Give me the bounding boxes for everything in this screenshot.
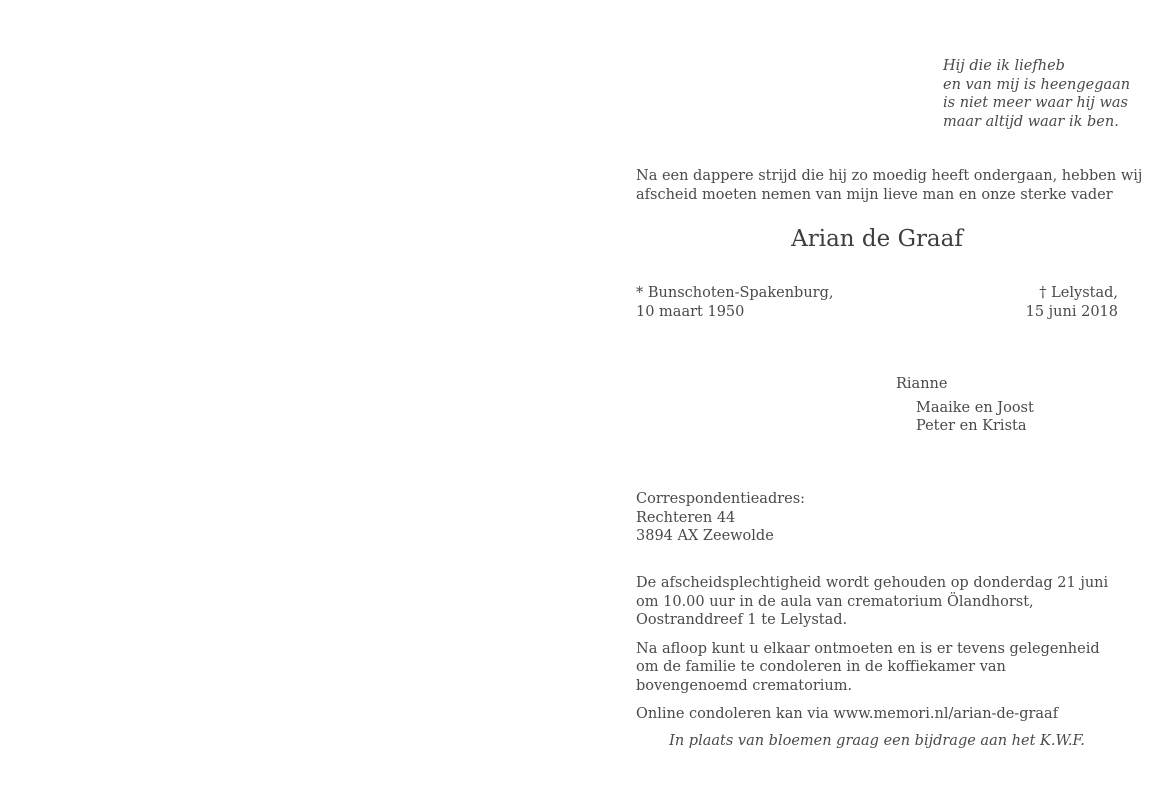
donation-note: In plaats van bloemen graag een bijdrage aan het K.W.F. bbox=[669, 733, 1085, 749]
death-date: 15 juni 2018 bbox=[1025, 303, 1118, 320]
birth-date: 10 maart 1950 bbox=[636, 303, 745, 320]
children-names: Peter en Krista bbox=[916, 418, 1027, 434]
birth-place: * Bunschoten-Spakenburg, bbox=[636, 285, 834, 301]
poem bbox=[943, 57, 1130, 131]
intro-line: afscheid moeten nemen van mijn lieve man en onze sterke vader bbox=[636, 186, 1113, 203]
poem-line: Hij die ik liefheb bbox=[943, 58, 1065, 74]
intro-line: Na een dappere strijd die hij zo moedig heeft ondergaan, hebben wij bbox=[636, 168, 1143, 184]
ceremony-paragraph: De afscheidsplechtigheid wordt gehouden op donderdag 21 juni om 10.00 uur in de aula van crematorium Ölandhorst, Oostranddreef 1 te Lelystad. bbox=[636, 575, 1109, 628]
address-street: Rechteren 44 bbox=[636, 509, 736, 526]
birth-info bbox=[636, 284, 833, 321]
deceased-name: Arian de Graaf bbox=[791, 226, 963, 252]
spouse-name: Rianne bbox=[896, 376, 948, 392]
death-place: † Lelystad, bbox=[1039, 285, 1118, 301]
family-list bbox=[896, 375, 1034, 436]
address-city: 3894 AX Zeewolde bbox=[636, 528, 774, 544]
poem-line: maar altijd waar ik ben. bbox=[943, 113, 1119, 130]
children-names: Maaike en Joost bbox=[916, 399, 1034, 416]
card-content bbox=[636, 0, 1143, 807]
poem-line: en van mij is heengegaan bbox=[943, 76, 1131, 93]
online-condolence-paragraph: Online condoleren kan via www.memori.nl/arian-de-graaf bbox=[636, 706, 1059, 722]
blank-left-page bbox=[0, 0, 584, 807]
intro-text bbox=[636, 167, 1142, 204]
poem-line: is niet meer waar hij was bbox=[943, 95, 1128, 111]
address-label: Correspondentieadres: bbox=[636, 491, 806, 507]
correspondence-address bbox=[636, 490, 805, 546]
ceremony-info bbox=[636, 574, 1118, 734]
death-info bbox=[1026, 284, 1118, 321]
reception-paragraph: Na afloop kunt u elkaar ontmoeten en is er tevens gelegenheid om de familie te condoleren in de koffiekamer van bovengenoemd crematorium. bbox=[636, 640, 1100, 694]
